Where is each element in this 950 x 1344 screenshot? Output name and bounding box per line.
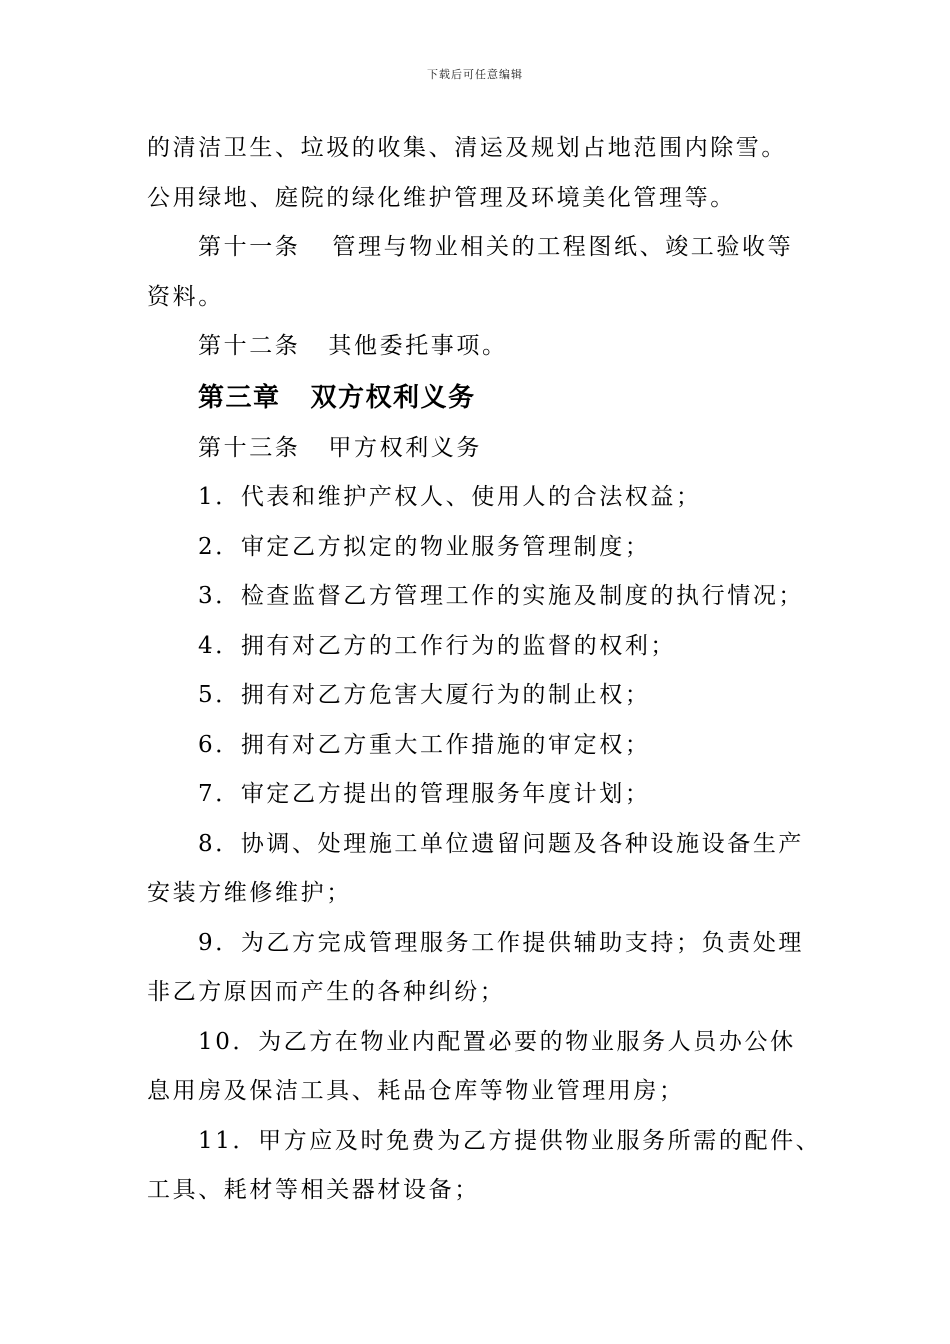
list-item: 8．协调、处理施工单位遗留问题及各种设施设备生产 (198, 830, 805, 857)
paragraph-line: 公用绿地、庭院的绿化维护管理及环境美化管理等。 (147, 184, 736, 211)
list-item: 9．为乙方完成管理服务工作提供辅助支持；负责处理 (198, 929, 805, 956)
list-item: 1．代表和维护产权人、使用人的合法权益； (198, 484, 702, 510)
chapter-heading (147, 372, 827, 424)
article-11-continuation: 资料。 (147, 283, 224, 310)
list-item-continuation: 安装方维修维护； (147, 880, 352, 906)
article-12-label: 第十二条 (198, 333, 301, 359)
list-item: 2．审定乙方拟定的物业服务管理制度； (198, 533, 651, 560)
page-header: 下载后可任意编辑 (427, 68, 523, 81)
chapter-label: 第三章 (198, 382, 281, 413)
article-11-label: 第十一条 (198, 234, 301, 260)
list-item-continuation: 息用房及保洁工具、耗品仓库等物业管理用房； (147, 1078, 685, 1104)
paragraph-line: 的清洁卫生、垃圾的收集、清运及规划占地范围内除雪。 (147, 135, 787, 161)
article-13-title: 甲方权利义务 (328, 434, 483, 461)
list-item-continuation: 工具、耗材等相关器材设备； (147, 1177, 480, 1203)
article-11 (147, 223, 827, 322)
article-13-label: 第十三条 (198, 434, 301, 461)
list-item-continuation: 非乙方原因而产生的各种纠纷； (147, 979, 506, 1005)
article-12 (147, 322, 827, 372)
list-item: 4．拥有对乙方的工作行为的监督的权利； (198, 632, 677, 659)
list-item: 10．为乙方在物业内配置必要的物业服务人员办公休 (198, 1028, 796, 1055)
chapter-title: 双方权利义务 (310, 382, 476, 413)
article-11-text: 管理与物业相关的工程图纸、竣工验收等 (332, 234, 794, 260)
article-13 (147, 424, 827, 474)
list-item: 6．拥有对乙方重大工作措施的审定权； (198, 731, 651, 758)
list-item: 3．检查监督乙方管理工作的实施及制度的执行情况； (198, 583, 805, 609)
list-item: 11．甲方应及时免费为乙方提供物业服务所需的配件、 (198, 1127, 822, 1154)
document-body (147, 124, 827, 1216)
list-item: 7．审定乙方提出的管理服务年度计划； (198, 781, 651, 807)
list-item: 5．拥有对乙方危害大厦行为的制止权； (198, 682, 651, 708)
article-12-text: 其他委托事项。 (328, 333, 508, 359)
